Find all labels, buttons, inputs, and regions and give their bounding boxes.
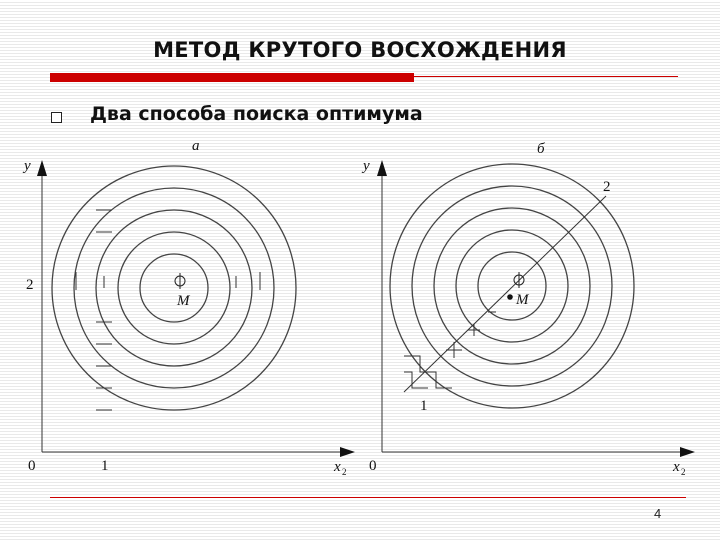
optimum-label: M bbox=[177, 293, 190, 309]
y-axis-label: y bbox=[24, 158, 31, 174]
x-axis-label: x bbox=[334, 459, 341, 475]
diagram-a bbox=[22, 138, 355, 477]
contour-ring bbox=[96, 210, 252, 366]
contour-ring bbox=[118, 232, 230, 344]
optimum-marker-a bbox=[175, 273, 185, 289]
x-axis-b bbox=[382, 447, 695, 457]
slide-title: МЕТОД КРУТОГО ВОСХОЖДЕНИЯ bbox=[153, 38, 567, 62]
start-point-label: 1 bbox=[420, 398, 428, 414]
contour-ring bbox=[52, 166, 296, 410]
end-point-label: 2 bbox=[603, 179, 611, 195]
y-axis-b bbox=[377, 160, 387, 452]
y-tick-label: 2 bbox=[26, 277, 34, 293]
bullet-text: Два способа поиска оптимума bbox=[90, 103, 423, 125]
diagram-b bbox=[361, 141, 695, 477]
contour-ring bbox=[140, 254, 208, 322]
footer-rule bbox=[50, 497, 686, 498]
panel-label-b: б bbox=[537, 141, 545, 157]
y-axis-a bbox=[37, 160, 47, 452]
x-axis-label: x bbox=[673, 459, 680, 475]
x-axis-subscript: 2 bbox=[342, 467, 347, 477]
x-axis-subscript: 2 bbox=[681, 467, 686, 477]
x-tick-label: 1 bbox=[101, 458, 109, 474]
origin-label: 0 bbox=[369, 458, 377, 474]
contour-ring bbox=[390, 164, 634, 408]
y-axis-label: y bbox=[363, 158, 370, 174]
contour-rings-a bbox=[52, 166, 296, 410]
origin-label: 0 bbox=[28, 458, 36, 474]
search-path-a bbox=[76, 210, 260, 410]
x-axis-a bbox=[42, 447, 355, 457]
optimum-label: M bbox=[516, 292, 529, 308]
panel-label-a: а bbox=[192, 138, 200, 154]
page-number: 4 bbox=[654, 506, 662, 521]
contour-rings-b bbox=[390, 164, 634, 408]
contour-ring bbox=[412, 186, 612, 386]
